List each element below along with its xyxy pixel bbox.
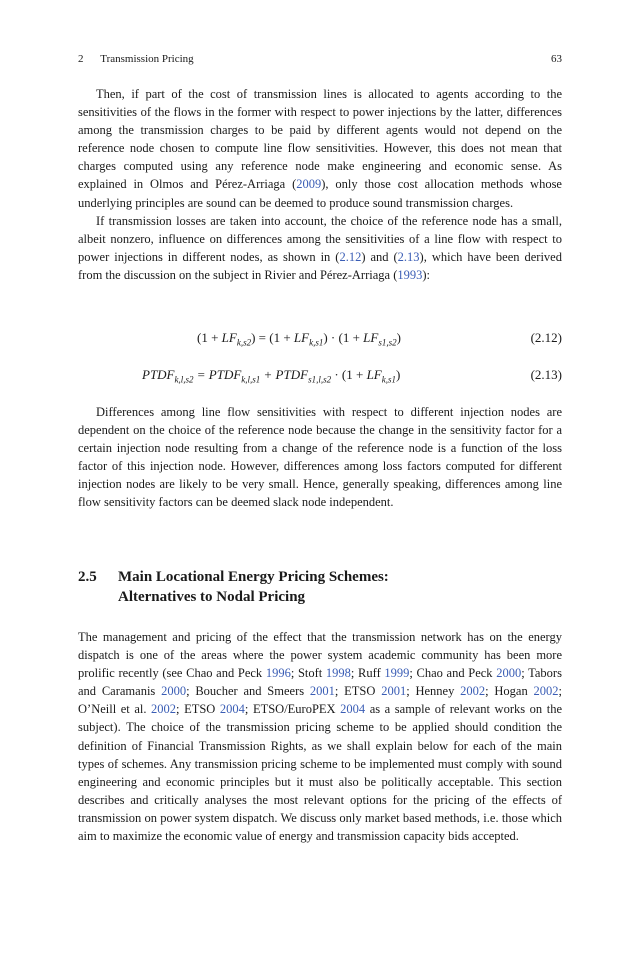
- citation-link[interactable]: 2002: [460, 684, 486, 699]
- citation-link[interactable]: 2000: [496, 666, 522, 681]
- section-title-line-2: Alternatives to Nodal Pricing: [118, 589, 306, 605]
- citation-link[interactable]: 2002: [151, 702, 177, 717]
- citation-link[interactable]: 2009: [296, 177, 322, 192]
- citation-link[interactable]: 1998: [325, 666, 351, 681]
- citation-link[interactable]: 2004: [340, 702, 366, 717]
- section-number: 2.5: [78, 569, 97, 585]
- header-chapter: [78, 53, 194, 65]
- paragraph-4: The management and pricing of the effect that the transmission network has on the energy dispatch is one of the areas where the power system academic community has been more prolific recently (see Chao and Peck 1996; Stoft 1998; Ruff 1999; Chao and Peck 2000; Tabors and Caramanis 2000; Boucher and Smeers 2001; ETSO 2001; Henney 2002; Hogan 2002; O’Neill et al. 2002; ETSO 2004; ETSO/EuroPEX 2004 as a sample of relevant works on the subject). The choice of the transmission pricing scheme to be applied should condition the definition of Financial Transmission Rights, as we shall explain below for each of the main types of schemes. Any transmission pricing scheme to be implemented must comply with sound engineering and economic principles but it must also be politically acceptable. This section describes and critically analyses the most relevant options for the pricing of the effects of transmission on power system dispatch. We discuss only market based methods, i.e. those which aim to maximize the economic value of energy and transmission capacity bids accepted.: [78, 630, 562, 844]
- text: ) and (: [361, 250, 398, 265]
- text: If transmission losses are taken into account, the choice of the reference node has a small, albeit nonzero, influence on differences among the sensitivities of a line flow with respect to power injections in different nodes, as shown in (: [78, 214, 562, 265]
- section-title-line-1: Main Locational Energy Pricing Schemes:: [118, 569, 389, 585]
- citation-link[interactable]: 2004: [219, 702, 245, 717]
- citation-link[interactable]: 2001: [381, 684, 407, 699]
- equation-2-13: [78, 367, 562, 387]
- equation-expression: $(1 + LF_{k,s2}) = (1 + LF_{k,s1}) \cdot (1 + LF_{s1,s2})$: [197, 330, 401, 348]
- paragraph-2: [78, 212, 562, 284]
- citation-link[interactable]: 2000: [161, 684, 187, 699]
- equation-number: (2.13): [530, 367, 562, 382]
- header-chapter-title: Transmission Pricing: [100, 53, 194, 65]
- equation-number: (2.12): [530, 330, 562, 345]
- text: Then, if part of the cost of transmission lines is allocated to agents according to the sensitivities of the flows in the former with respect to power injections by the latter, differences among the transmission charges to be paid by different agents would not depend on the reference node chosen to compute line flow sensitivities. However, this does not mean that charges computed using any reference node make engineering and economic sense. As explained in Olmos and Pérez-Arriaga (: [78, 87, 562, 192]
- running-header: [78, 53, 562, 65]
- header-chapter-number: 2: [78, 53, 84, 65]
- citation-link[interactable]: 2001: [309, 684, 335, 699]
- equation-expression: $PTDF_{k,l,s2}$ = $PTDF_{k,l,s1}$ + $PTDF_{s1,l,s2} \cdot (1 + LF_{k,s1})$: [142, 367, 401, 385]
- equation-link[interactable]: 2.12: [339, 250, 362, 265]
- equation-2-12: [78, 330, 562, 350]
- text: ):: [422, 268, 430, 283]
- header-page-number: 63: [551, 53, 562, 65]
- citation-link[interactable]: 1999: [384, 666, 410, 681]
- text: ), which have been derived from the discussion on the subject in Rivier and Pérez-Arriaga (: [78, 250, 562, 283]
- equation-link[interactable]: 2.13: [397, 250, 420, 265]
- citation-link[interactable]: 1996: [265, 666, 291, 681]
- citation-link[interactable]: 2002: [533, 684, 559, 699]
- paragraph-3: Differences among line flow sensitivities with respect to different injection nodes are dependent on the choice of the reference node because the change in the sensitivity factor for a certain injection node resulting from a change of the reference node is a function of the loss factor of this injection node. However, differences among loss factors computed for different injection nodes are likely to be very small. Hence, generally speaking, differences among line flow sensitivity factors can be deemed slack node independent.: [78, 405, 562, 510]
- text: ), only those cost allocation methods whose underlying principles are sound can be deemed to produce sound transmission charges.: [78, 177, 562, 210]
- citation-link[interactable]: 1993: [397, 268, 423, 283]
- paragraph-1: [78, 85, 562, 212]
